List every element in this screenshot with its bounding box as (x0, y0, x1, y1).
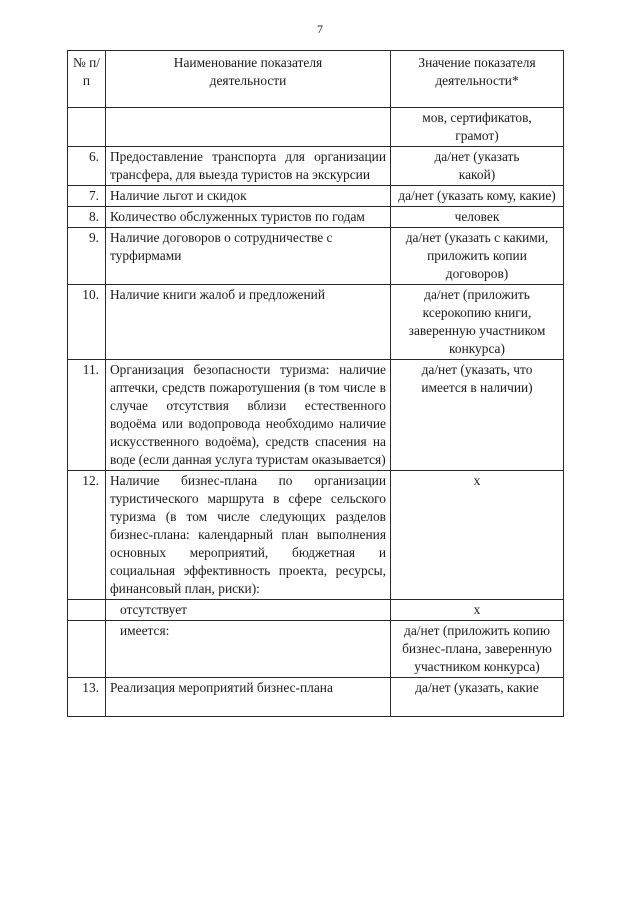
table-row (68, 207, 564, 228)
row-name: Предоставление транспорта для организации трансфера, для выезда туристов на экскурсии (106, 147, 391, 186)
row-num: 10. (68, 285, 106, 360)
table-header-row (68, 51, 564, 108)
table-row (68, 147, 564, 186)
row-value: да/нет (указать с какими, приложить копии договоров) (391, 228, 564, 285)
row-value: х (391, 600, 564, 621)
row-name: Наличие бизнес-плана по организации туристического маршрута в сфере сельского туризма (в том числе следующих разделов бизнес-плана: календарный план выполнения основных мероприятий, бюджетная и социальная эффективность проекта, ресурсы, финансовый план, риски): (106, 471, 391, 600)
page-number: 7 (317, 22, 323, 36)
table-row (68, 471, 564, 600)
row-name: Организация безопасности туризма: наличие аптечки, средств пожаротушения (в том числе в случае отсутствия вблизи естественного водоёма или водопровода необходимо наличие искусственного водоёма), средств спасения на воде (если данная услуга туристам оказывается) (106, 360, 391, 471)
row-value: х (391, 471, 564, 600)
table-row (68, 108, 564, 147)
table-row (68, 285, 564, 360)
row-name: Наличие льгот и скидок (106, 186, 391, 207)
row-value: да/нет (указать, что имеется в наличии) (391, 360, 564, 471)
row-num: 6. (68, 147, 106, 186)
row-num: 12. (68, 471, 106, 600)
row-value: да/нет (указать, какие (391, 678, 564, 717)
row-num: 7. (68, 186, 106, 207)
table-row (68, 600, 564, 621)
row-value: да/нет (приложить копию бизнес-плана, заверенную участником конкурса) (391, 621, 564, 678)
table-row (68, 621, 564, 678)
row-num: 9. (68, 228, 106, 285)
row-name: отсутствует (106, 600, 391, 621)
row-value: да/нет (указать кому, какие) (391, 186, 564, 207)
row-name: Реализация мероприятий бизнес-плана (106, 678, 391, 717)
table-row (68, 228, 564, 285)
row-num: 13. (68, 678, 106, 717)
row-value: человек (391, 207, 564, 228)
row-name: Наличие книги жалоб и предложений (106, 285, 391, 360)
row-num (68, 621, 106, 678)
header-name: Наименование показателя деятельности (106, 51, 391, 108)
table-row (68, 186, 564, 207)
indicators-table (67, 50, 564, 717)
row-num (68, 600, 106, 621)
row-name: Наличие договоров о сотрудничестве с турфирмами (106, 228, 391, 285)
header-value: Значение показателя деятельности* (391, 51, 564, 108)
row-name (106, 108, 391, 147)
row-value: да/нет (указать какой) (391, 147, 564, 186)
table-row (68, 678, 564, 717)
header-num: № п/п (68, 51, 106, 108)
table-row (68, 360, 564, 471)
row-name: Количество обслуженных туристов по годам (106, 207, 391, 228)
row-value: да/нет (приложить ксерокопию книги, заверенную участником конкурса) (391, 285, 564, 360)
row-num (68, 108, 106, 147)
row-name: имеется: (106, 621, 391, 678)
row-num: 11. (68, 360, 106, 471)
row-num: 8. (68, 207, 106, 228)
row-value: мов, сертификатов, грамот) (391, 108, 564, 147)
